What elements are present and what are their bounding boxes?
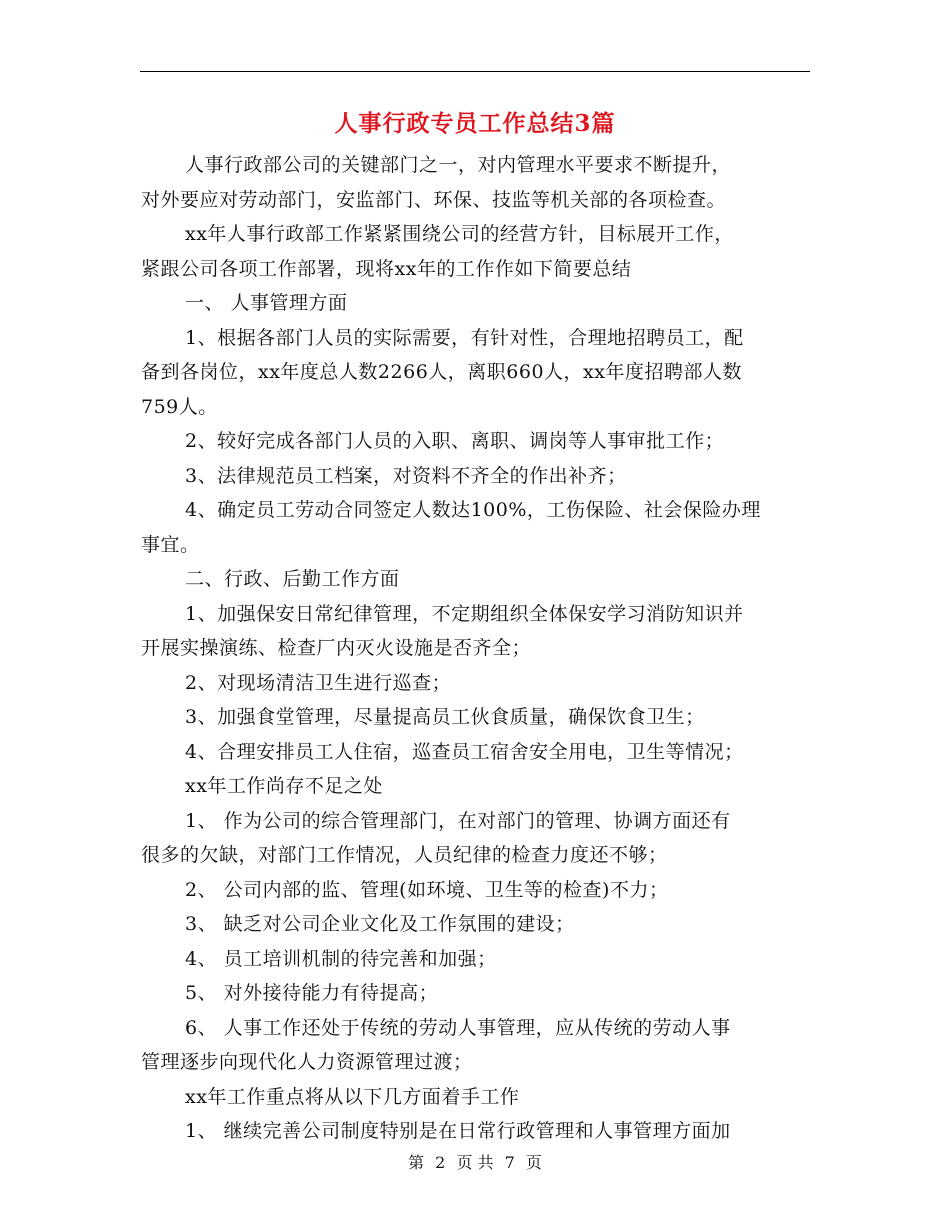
paragraph (141, 907, 811, 942)
paragraph (141, 148, 811, 217)
paragraph (141, 1011, 811, 1080)
footer-page-number: 2 (435, 1153, 446, 1172)
document-body (141, 148, 811, 1149)
paragraph-line: xx年人事行政部工作紧紧围绕公司的经营方针，目标展开工作， (185, 223, 734, 245)
paragraph (141, 873, 811, 908)
paragraph-line: 管理逐步向现代化人力资源管理过渡； (141, 1051, 473, 1073)
paragraph-line: xx年工作尚存不足之处 (185, 775, 383, 797)
paragraph (141, 1114, 811, 1149)
paragraph (141, 493, 811, 562)
paragraph-line: 1、根据各部门人员的实际需要，有针对性，合理地招聘员工，配 (185, 326, 744, 349)
paragraph (141, 735, 811, 770)
paragraph-line: 6、 人事工作还处于传统的劳动人事管理，应从传统的劳动人事 (185, 1016, 731, 1039)
paragraph-line: xx年工作重点将从以下几方面着手工作 (185, 1085, 520, 1108)
paragraph-line: 紧跟公司各项工作部署，现将xx年的工作作如下简要总结 (141, 257, 632, 280)
paragraph-line: 759人。 (141, 395, 218, 418)
paragraph (141, 976, 811, 1011)
paragraph-line: 备到各岗位，xx年度总人数2266人，离职660人，xx年度招聘部人数 (141, 361, 742, 383)
paragraph-line: 2、较好完成各部门人员的入职、离职、调岗等人事审批工作； (185, 430, 725, 452)
paragraph (141, 769, 811, 804)
paragraph-line: 3、加强食堂管理，尽量提高员工伙食质量，确保饮食卫生； (185, 706, 705, 728)
paragraph-line: 4、 员工培训机制的待完善和加强； (185, 947, 497, 970)
paragraph-line: 1、 作为公司的综合管理部门，在对部门的管理、协调方面还有 (185, 809, 731, 832)
paragraph (141, 1080, 811, 1115)
document-title: 人事行政专员工作总结3篇 (334, 110, 616, 137)
paragraph-line: 2、对现场清洁卫生进行巡查； (185, 671, 452, 694)
paragraph-line: 5、 对外接待能力有待提高； (185, 982, 439, 1004)
paragraph-line: 事宜。 (141, 533, 200, 556)
paragraph-line: 开展实操演练、检查厂内灭火设施是否齐全； (141, 637, 532, 659)
paragraph (141, 942, 811, 977)
paragraph (141, 700, 811, 735)
footer-suffix: 页 (525, 1153, 542, 1172)
footer-total-pages: 7 (504, 1153, 515, 1172)
paragraph (141, 804, 811, 873)
paragraph (141, 217, 811, 286)
footer-prefix: 第 (408, 1153, 425, 1172)
paragraph (141, 459, 811, 494)
paragraph-line: 一、 人事管理方面 (185, 292, 348, 314)
footer-middle: 页 共 (456, 1153, 494, 1172)
paragraph-line: 3、 缺乏对公司企业文化及工作氛围的建设； (185, 913, 575, 935)
header-rule (140, 71, 810, 72)
paragraph-line: 对外要应对劳动部门，安监部门、环保、技监等机关部的各项检查。 (141, 188, 727, 211)
paragraph (141, 286, 811, 321)
paragraph (141, 666, 811, 701)
paragraph-line: 1、 继续完善公司制度特别是在日常行政管理和人事管理方面加 (185, 1120, 731, 1142)
paragraph (141, 597, 811, 666)
paragraph-line: 3、法律规范员工档案，对资料不齐全的作出补齐； (185, 464, 627, 487)
paragraph-line: 1、加强保安日常纪律管理，不定期组织全体保安学习消防知识并 (185, 602, 744, 625)
paragraph-line: 很多的欠缺，对部门工作情况，人员纪律的检查力度还不够； (141, 844, 668, 866)
paragraph-line: 2、 公司内部的监、管理(如环境、卫生等的检查)不力； (185, 878, 669, 901)
page-footer (0, 1152, 950, 1174)
paragraph-line: 4、合理安排员工人住宿，巡查员工宿舍安全用电，卫生等情况； (185, 740, 744, 763)
paragraph-line: 二、行政、后勤工作方面 (185, 568, 400, 590)
paragraph-line: 4、确定员工劳动合同签定人数达100%，工伤保险、社会保险办理 (185, 499, 761, 521)
paragraph (141, 562, 811, 597)
paragraph (141, 321, 811, 425)
paragraph (141, 424, 811, 459)
paragraph-line: 人事行政部公司的关键部门之一，对内管理水平要求不断提升， (185, 154, 732, 176)
